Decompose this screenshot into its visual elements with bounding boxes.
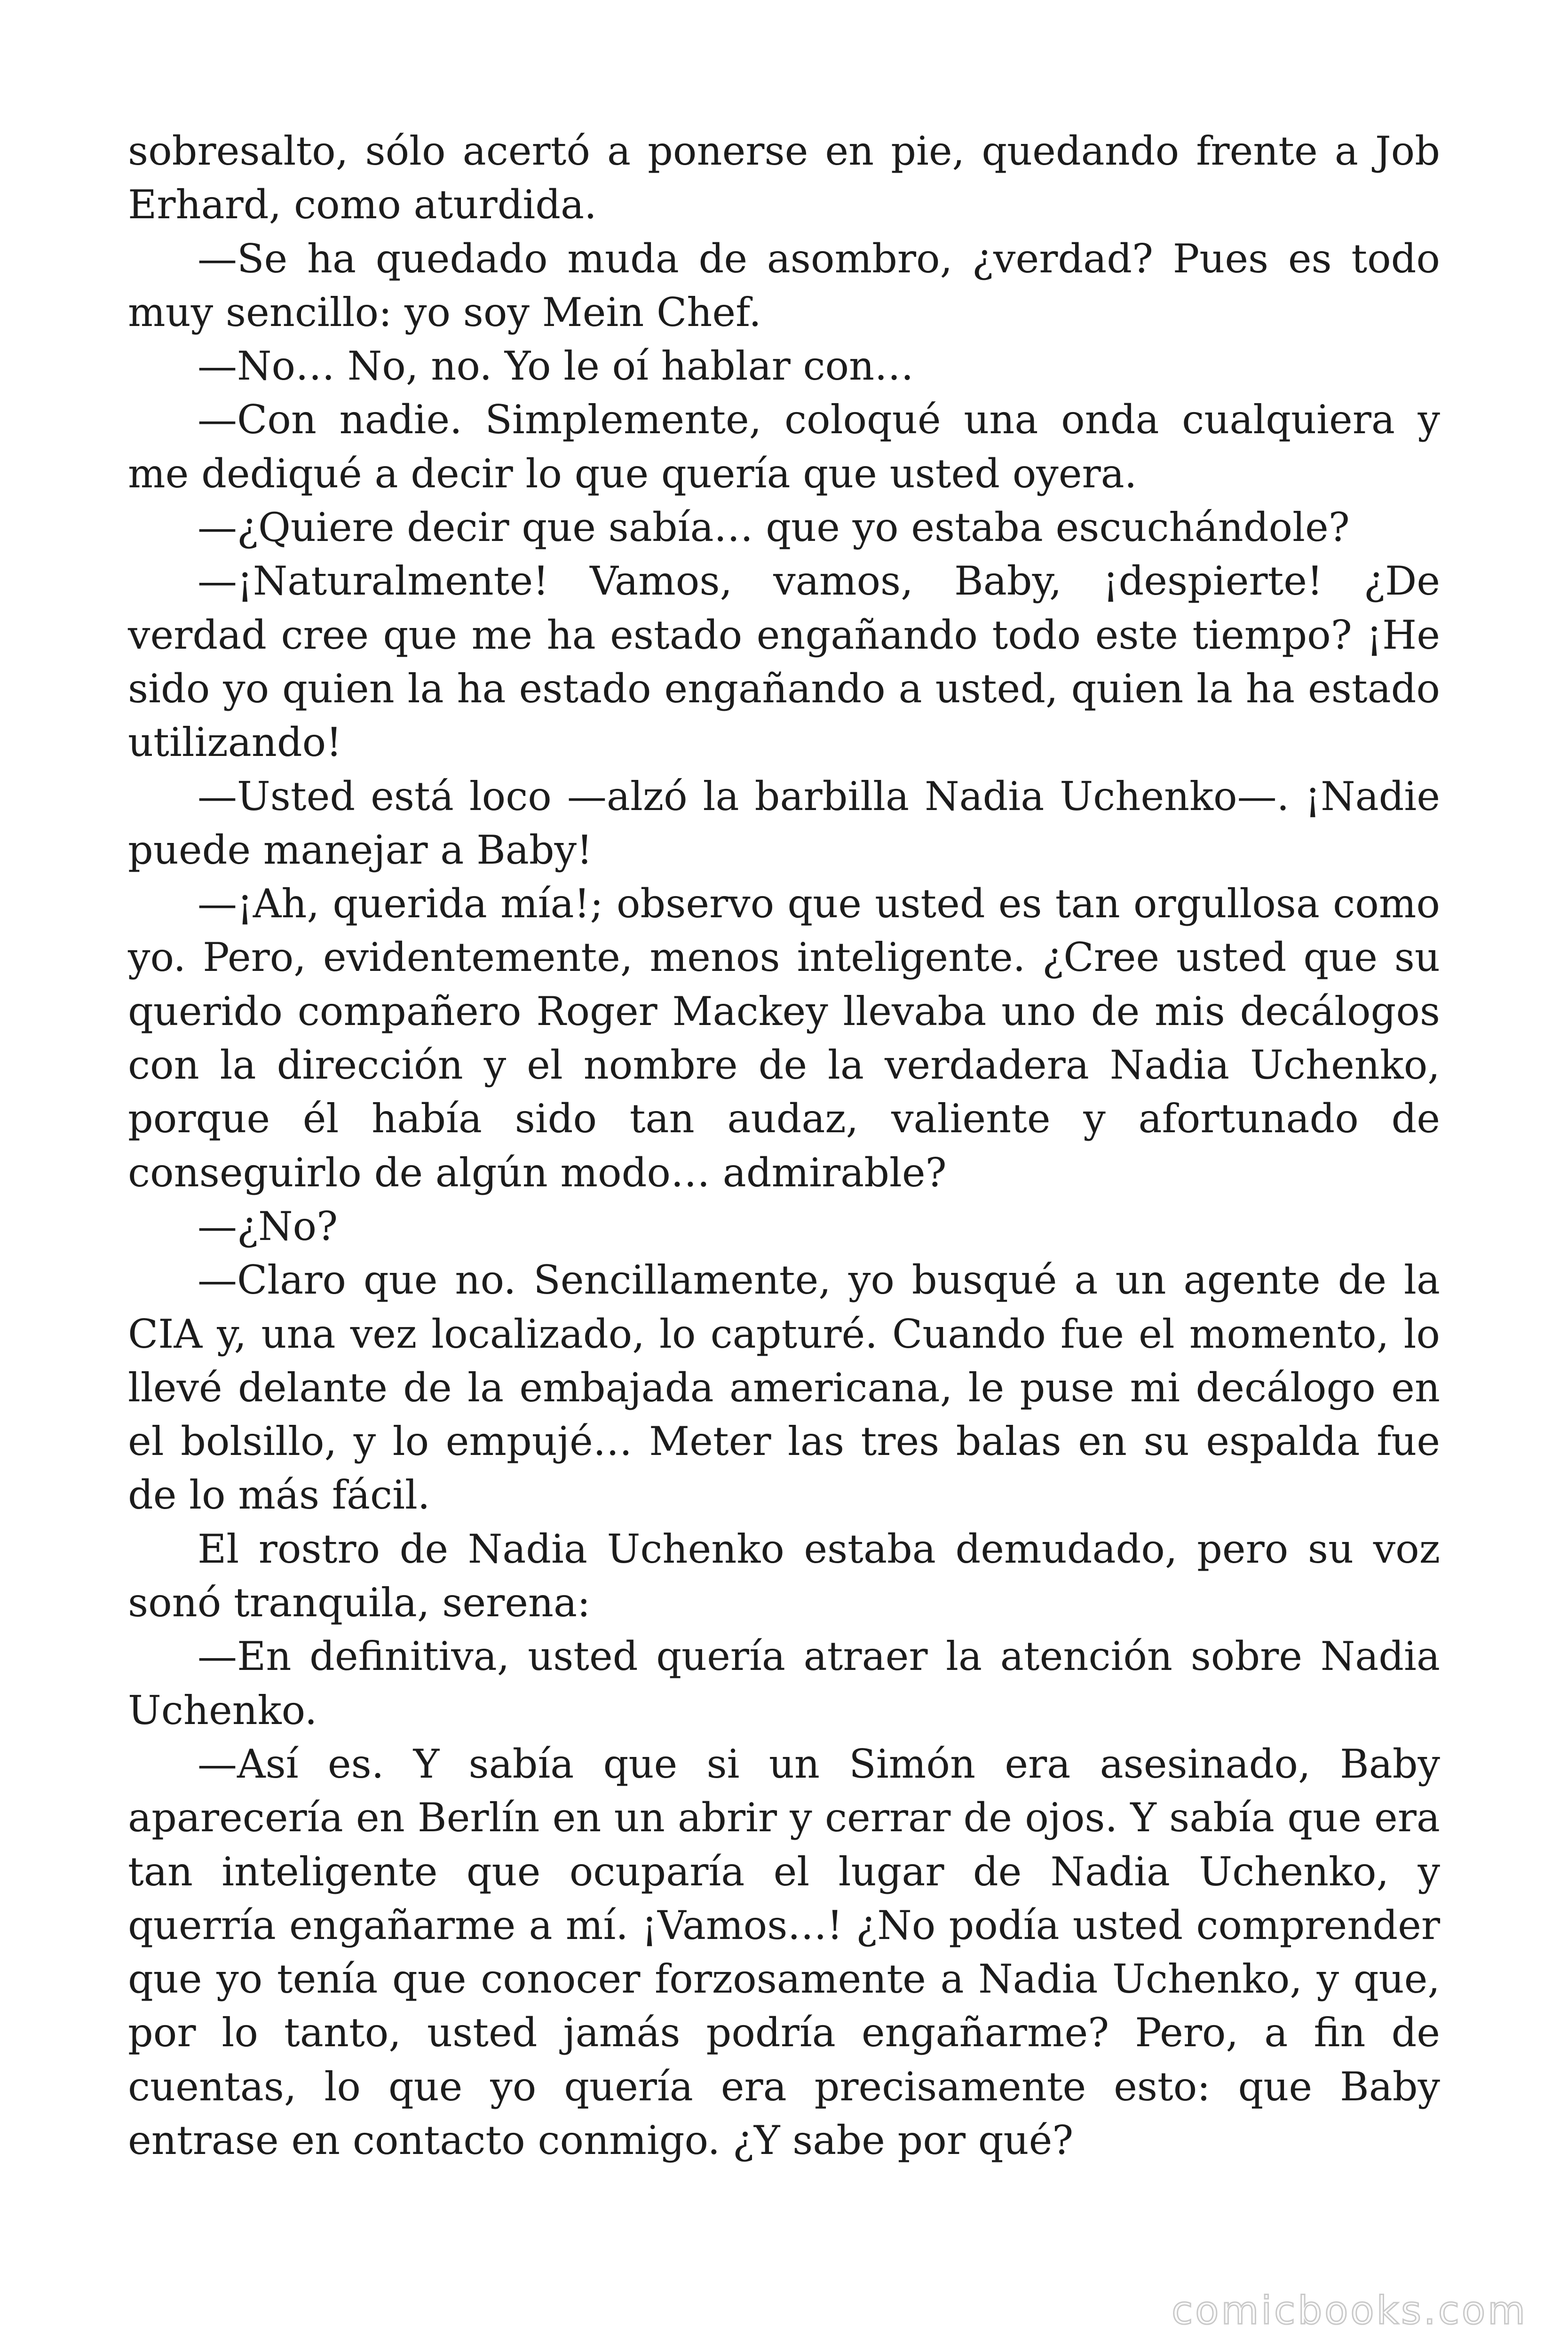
paragraph: —Usted está loco —alzó la barbilla Nadia Uchenko—. ¡Nadie puede manejar a Baby!: [128, 773, 1440, 873]
paragraph: —Se ha quedado muda de asombro, ¿verdad? Pues es todo muy sencillo: yo soy Mein Chef.: [128, 235, 1440, 335]
paragraph: —Claro que no. Sencillamente, yo busqué a un agente de la CIA y, una vez localizado, lo capturé. Cuando fue el momento, lo llevé delante de la embajada americana, le puse mi decálogo en el bolsillo, y lo empujé… Meter las tres balas en su espalda fue de lo más fácil.: [128, 1257, 1440, 1518]
paragraph: —¿Quiere decir que sabía… que yo estaba escuchándole?: [198, 504, 1350, 551]
paragraph: —¿No?: [198, 1203, 338, 1249]
page-body-text: [128, 124, 1440, 2167]
paragraph: —No… No, no. Yo le oí hablar con…: [198, 343, 914, 389]
paragraph: —Con nadie. Simplemente, coloqué una onda cualquiera y me dediqué a decir lo que quería que usted oyera.: [128, 397, 1440, 497]
paragraph: —¡Ah, querida mía!; observo que usted es tan orgullosa como yo. Pero, evidentemente, menos inteligente. ¿Cree usted que su querido compañero Roger Mackey llevaba uno de mis decálogos con la dirección y el nombre de la verdadera Nadia Uchenko, porque él había sido tan audaz, valiente y afortunado de conseguirlo de algún modo… admirable?: [128, 881, 1440, 1196]
paragraph: —Así es. Y sabía que si un Simón era asesinado, Baby aparecería en Berlín en un abrir y cerrar de ojos. Y sabía que era tan inteligente que ocuparía el lugar de Nadia Uchenko, y querría engañarme a mí. ¡Vamos…! ¿No podía usted comprender que yo tenía que conocer forzosamente a Nadia Uchenko, y que, por lo tanto, usted jamás podría engañarme? Pero, a fin de cuentas, lo que yo quería era precisamente esto: que Baby entrase en contacto conmigo. ¿Y sabe por qué?: [128, 1740, 1440, 2163]
watermark: comicbooks.com: [1172, 2288, 1528, 2333]
paragraph: El rostro de Nadia Uchenko estaba demudado, pero su voz sonó tranquila, serena:: [128, 1526, 1440, 1626]
paragraph: —¡Naturalmente! Vamos, vamos, Baby, ¡despierte! ¿De verdad cree que me ha estado engañando todo este tiempo? ¡He sido yo quien la ha estado engañando a usted, quien la ha estado utilizando!: [128, 558, 1440, 766]
paragraph: sobresalto, sólo acertó a ponerse en pie, quedando frente a Job Erhard, como aturdida.: [128, 128, 1440, 228]
paragraph: —En definitiva, usted quería atraer la atención sobre Nadia Uchenko.: [128, 1633, 1440, 1733]
